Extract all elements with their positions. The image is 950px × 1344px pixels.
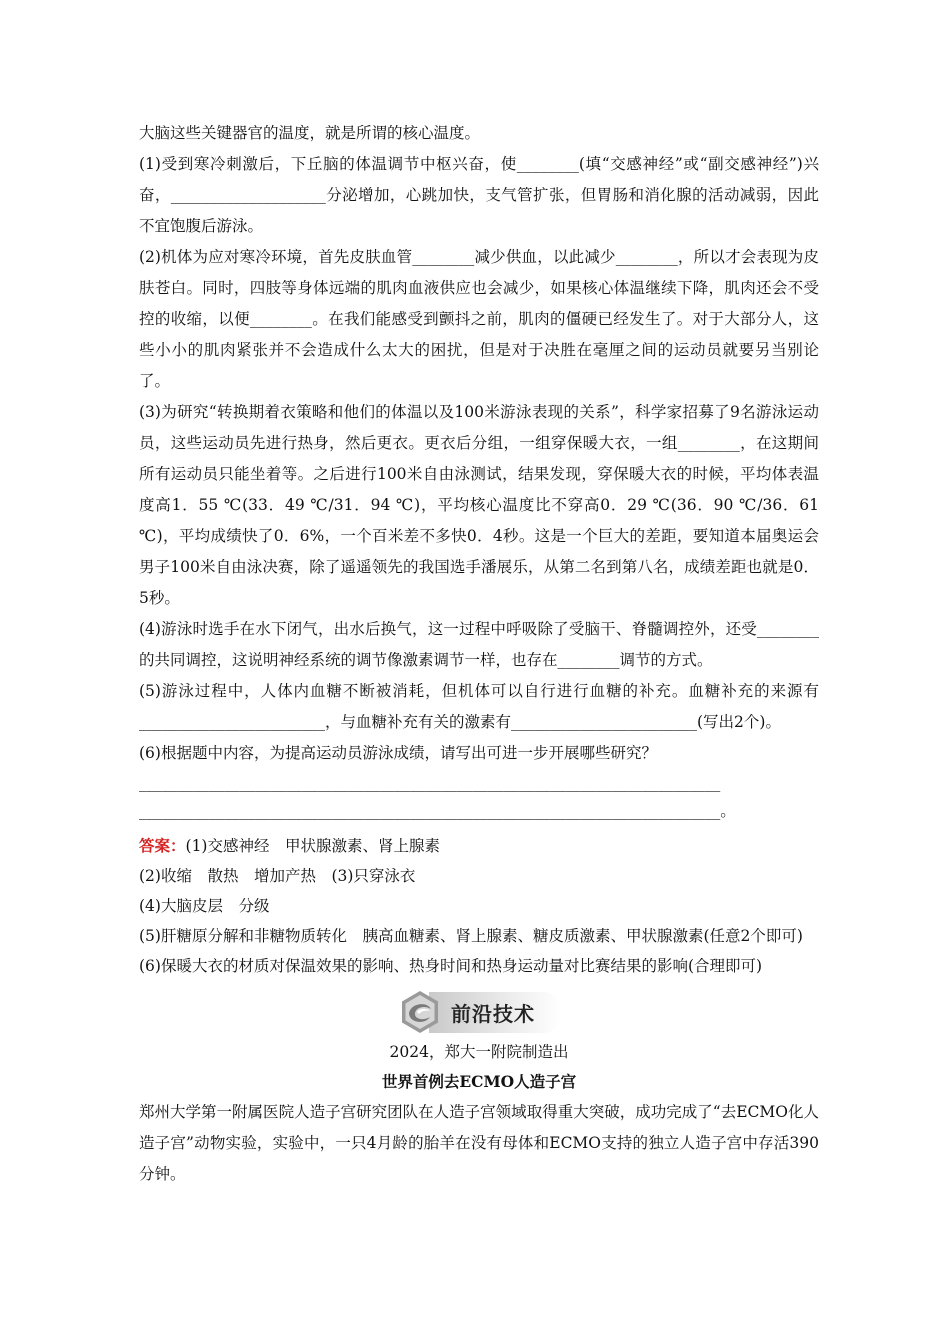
answer-text: (1)交感神经 甲状腺激素、肾上腺素 bbox=[185, 837, 440, 855]
swirl-logo-icon bbox=[397, 989, 443, 1035]
answer-line-4: (5)肝糖原分解和非糖物质转化 胰高血糖素、肾上腺素、糖皮质激素、甲状腺激素(任意2个即可) bbox=[139, 927, 803, 945]
answer-line-3: (4)大脑皮层 分级 bbox=[139, 897, 270, 915]
answer-section bbox=[139, 831, 819, 981]
question-2: (2)机体为应对寒冷环境，首先皮肤血管________减少供血，以此减少________，所以才会表现为皮肤苍白。同时，四肢等身体远端的肌肉血液供应也会减少，如果核心体温继续下降，肌肉还会不受控的收缩，以便________。在我们能感受到颤抖之前，肌肉的僵硬已经发生了。对于大部分人，这些小小的肌肉紧张并不会造成什么太大的困扰，但是对于决胜在毫厘之间的运动员就要另当别论了。 bbox=[139, 248, 819, 390]
banner-title: 前沿技术 bbox=[429, 992, 561, 1033]
intro-paragraph: 大脑这些关键器官的温度，就是所谓的核心温度。 bbox=[139, 124, 481, 142]
answer-line-5: (6)保暖大衣的材质对保温效果的影响、热身时间和热身运动量对比赛结果的影响(合理即可) bbox=[139, 957, 763, 975]
section-banner bbox=[139, 987, 819, 1037]
question-3: (3)为研究“转换期着衣策略和他们的体温以及100米游泳表现的关系”，科学家招募了9名游泳运动员，这些运动员先进行热身，然后更衣。更衣后分组，一组穿保暖大衣，一组________，在这期间所有运动员只能坐着等。之后进行100米自由泳测试，结果发现，穿保暖大衣的时候，平均体表温度高1．55 ℃(33．49 ℃/31．94 ℃)，平均核心温度比不穿高0．29 ℃(36．90 ℃/36．61 ℃)，平均成绩快了0．6%，一个百米差不多快0．4秒。这是一个巨大的差距，要知道本届奥运会男子100米自由泳决赛，除了遥遥领先的我国选手潘展乐，从第二名到第八名，成绩差距也就是0．5秒。 bbox=[139, 403, 819, 607]
news-headline-line-2: 世界首例去ECMO人造子宫 bbox=[381, 1072, 577, 1091]
answer-blank-line: ___________________________________________________________________________。 bbox=[139, 802, 736, 820]
document-page bbox=[139, 118, 819, 1190]
answer-blank-line: ___________________________________________________________________________ bbox=[139, 774, 721, 792]
answer-label: 答案： bbox=[139, 836, 186, 855]
news-body: 郑州大学第一附属医院人造子宫研究团队在人造子宫领域取得重大突破，成功完成了“去ECMO化人造子宫”动物实验，实验中，一只4月龄的胎羊在没有母体和ECMO支持的独立人造子宫中存活390分钟。 bbox=[139, 1103, 819, 1183]
news-headline-line-1: 2024，郑大一附院制造出 bbox=[389, 1043, 569, 1061]
question-5: (5)游泳过程中，人体内血糖不断被消耗，但机体可以自行进行血糖的补充。血糖补充的来源有________________________，与血糖补充有关的激素有________________________(写出2个)。 bbox=[139, 682, 819, 731]
question-4: (4)游泳时选手在水下闭气，出水后换气，这一过程中呼吸除了受脑干、脊髓调控外，还受________的共同调控，这说明神经系统的调节像激素调节一样，也存在________调节的方式。 bbox=[139, 620, 819, 669]
question-6: (6)根据题中内容，为提高运动员游泳成绩，请写出可进一步开展哪些研究？ bbox=[139, 744, 657, 762]
answer-line-2: (2)收缩 散热 增加产热 (3)只穿泳衣 bbox=[139, 867, 416, 885]
answer-line-1 bbox=[139, 831, 819, 861]
question-1: (1)受到寒冷刺激后，下丘脑的体温调节中枢兴奋，使________(填“交感神经”或“副交感神经”)兴奋，____________________分泌增加，心跳加快，支气管扩张，但胃肠和消化腺的活动减弱，因此不宜饱腹后游泳。 bbox=[139, 155, 819, 235]
